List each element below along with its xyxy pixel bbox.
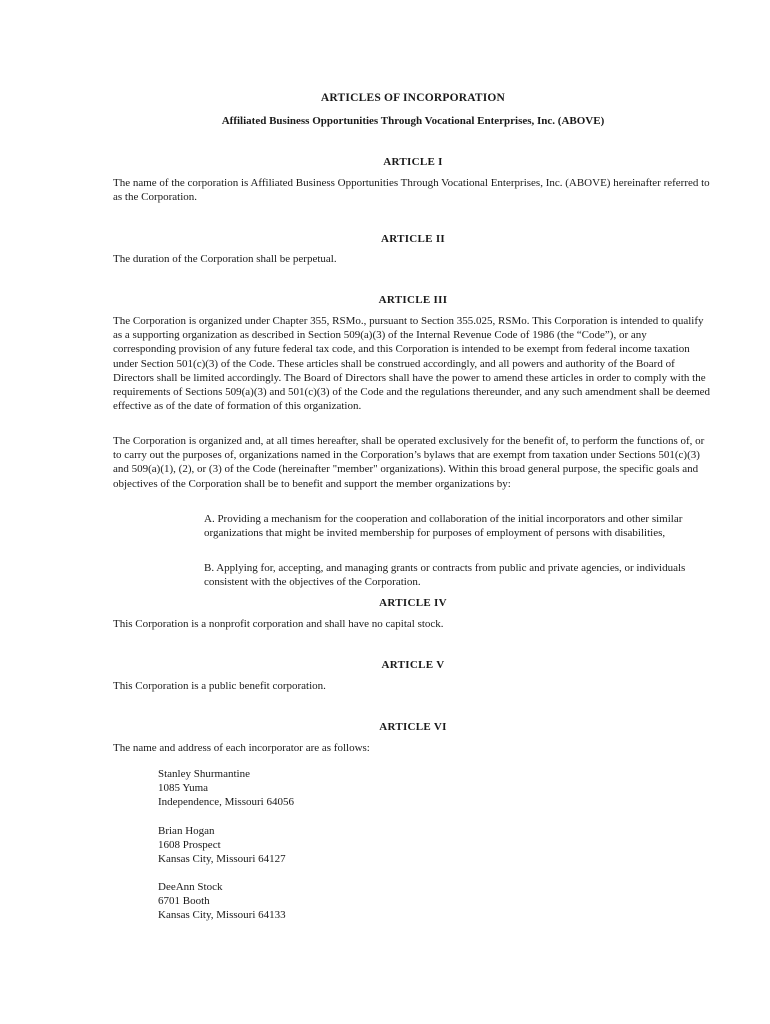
incorporator-street: 1085 Yuma (158, 782, 209, 795)
article-2-heading: ARTICLE II (380, 233, 446, 245)
incorporator-street: 6701 Booth (158, 895, 210, 908)
article-4-text: This Corporation is a nonprofit corporation and shall have no capital stock. (113, 618, 444, 630)
document-title: ARTICLES OF INCORPORATION (320, 92, 506, 104)
document-subtitle: Affiliated Business Opportunities Through Vocational Enterprises, Inc. (ABOVE) (221, 115, 605, 127)
article-3-paragraph-2: The Corporation is organized and, at all times hereafter, shall be operated exclusively for the benefit of, to perform the functions of, or to carry out the purposes of, organizations named in the Corporation’s bylaws that are exempt from taxation under Sections 501(c)(3) and 509(a)(1), (2), or (3) of the Code (hereinafter "member" organizations). Within this broad general purpose, the specific goals and objectives of the Corporation shall be to benefit and support the member organizations by: (113, 435, 705, 490)
incorporator-city: Independence, Missouri 64056 (158, 796, 294, 809)
article-3-heading: ARTICLE III (378, 294, 448, 306)
article-5-heading: ARTICLE V (381, 659, 445, 671)
incorporator-street: 1608 Prospect (158, 839, 221, 852)
article-1-heading: ARTICLE I (383, 156, 443, 168)
article-4-heading: ARTICLE IV (379, 597, 447, 609)
article-6-heading: ARTICLE VI (379, 721, 447, 733)
incorporator-name: Brian Hogan (158, 825, 215, 837)
incorporator-city: Kansas City, Missouri 64127 (158, 853, 286, 866)
incorporator-city: Kansas City, Missouri 64133 (158, 909, 286, 922)
article-1-text: The name of the corporation is Affiliated Business Opportunities Through Vocational Enterprises, Inc. (ABOVE) hereinafter referred to as the Corporation. (113, 177, 710, 204)
incorporator-block (158, 767, 458, 810)
incorporator-name: Stanley Shurmantine (158, 768, 250, 780)
article-6-text: The name and address of each incorporator are as follows: (113, 742, 370, 754)
article-3-item-a: A. Providing a mechanism for the cooperation and collaboration of the initial incorporators and other similar organizations that might be invited membership for purposes of employment of persons with disabilities, (204, 513, 683, 540)
article-5-text: This Corporation is a public benefit corporation. (113, 680, 326, 692)
article-3-item-b: B. Applying for, accepting, and managing grants or contracts from public and private agencies, or individuals consistent with the objectives of the Corporation. (204, 562, 686, 589)
incorporator-block (158, 824, 458, 867)
incorporator-block (158, 880, 458, 923)
article-3-paragraph-1: The Corporation is organized under Chapter 355, RSMo., pursuant to Section 355.025, RSMo. This Corporation is intended to qualify as a supporting organization as described in Section 509(a)(3) of the Internal Revenue Code of 1986 (the “Code”), or any corresponding provision of any future federal tax code, and this Corporation is intended to be exempt from federal income taxation under Section 501(c)(3) of the Code. These articles shall be construed accordingly, and all powers and authority of the Board of Directors shall be limited accordingly. The Board of Directors shall have the power to amend these articles in order to comply with the requirements of Sections 509(a)(3) and 501(c)(3) of the Code and the regulations thereunder, and any such amendment shall be deemed effective as of the date of formation of this organization. (113, 315, 711, 413)
article-2-text: The duration of the Corporation shall be perpetual. (113, 253, 337, 265)
incorporator-name: DeeAnn Stock (158, 881, 223, 893)
